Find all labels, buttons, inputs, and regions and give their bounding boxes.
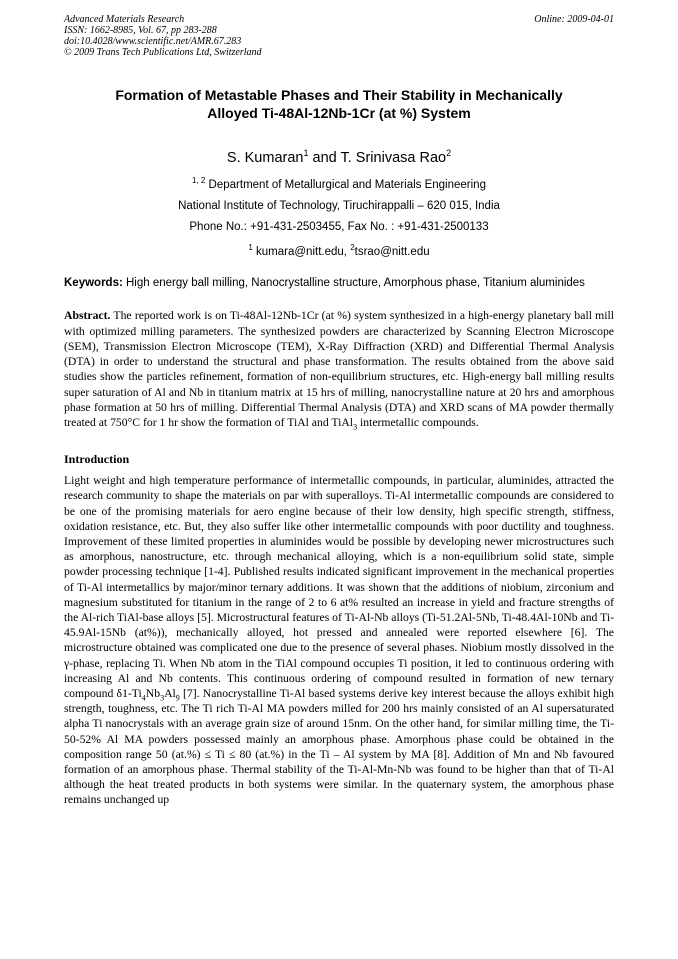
copyright-line: © 2009 Trans Tech Publications Ltd, Switzerland [64, 47, 262, 58]
keywords-text: High energy ball milling, Nanocrystalline structure, Amorphous phase, Titanium aluminides [122, 277, 585, 290]
intro-sub-1: 4 [141, 693, 146, 703]
introduction-paragraph [64, 473, 614, 807]
email-1[interactable]: kumara@nitt.edu, [252, 245, 351, 258]
paper-title [64, 86, 614, 122]
author-2: T. Srinivasa Rao [340, 149, 447, 166]
journal-header [64, 14, 614, 62]
title-line-1: Formation of Metastable Phases and Their Stability in Mechanically [115, 87, 563, 103]
affiliation-block [64, 174, 614, 259]
author-and: and [308, 149, 341, 166]
phone-line: Phone No.: +91-431-2503455, Fax No. : +91-431-2500133 [189, 220, 489, 233]
online-date: Online: 2009-04-01 [534, 14, 614, 25]
introduction-heading: Introduction [64, 452, 130, 467]
intro-sub-2: 3 [160, 693, 165, 703]
affiliation-sup: 1, 2 [192, 175, 206, 185]
abstract-text: The reported work is on Ti-48Al-12Nb-1Cr (at %) system synthesized in a high-energy planetary ball mill with optimized milling parameters. The synthesized powders are characterized by Scanning Electron Microscope (SEM), Transmission Electron Microscope (TEM), X-Ray Diffraction (XRD) and Differential Thermal Analysis (DTA) in order to understand the structural and phase transformation. The results obtained from the above said studies show the particles refinement, formation of non-equilibrium structures, etc. High-energy ball milling results super saturation of Al and Nb in titanium matrix at 15 hrs of milling, nanocrystalline nature at 20 hrs and amorphous phase formation at 50 hrs of milling. Differential Thermal Analysis (DTA) and XRD scans of MA powder thermally treated at 750°C for 1 hr show the formation of TiAl and TiAl [64, 309, 614, 429]
issn-line: ISSN: 1662-8985, Vol. 67, pp 283-288 [64, 25, 217, 36]
intro-part-1: Light weight and high temperature performance of intermetallic compounds, in particular, aluminides, attracted the research community to shape the materials on par with superalloys. Ti-Al intermetallic compounds are considered to be one of the promising materials for aero engine because of their low density, high specific strength, stiffness, oxidation resistance, etc. But, they also suffer like other intermetallic compounds with poor ductility and toughness. Improvement of these limited properties in aluminides would be possible by developing newer microstructures such as amorphous, nanostructure, etc. through mechanical alloying, which is a non-equilibrium solid state, simple powder processing technique [1-4]. Published results indicated significant improvement in the mechanical properties of Ti-Al intermetallics by major/minor ternary additions. It was shown that the additions of niobium, zirconium and magnesium substituted for titanium in the range of 2 to 6 at% resulted an increase in yield and fracture strengths of the Al-rich TiAl-base alloys [5]. Microstructural features of Ti-Al-Nb alloys (Ti-51.2Al-5Nb, Ti-48.4Al-10Nb and Ti-45.9Al-15Nb (at%)), mechanically alloyed, hot pressed and annealed were reported elsewhere [6]. The microstructure obtained was complicated one due to the presence of several phases. Niobium mostly dissolved in the γ-phase, replacing Ti. When Nb atom in the TiAl compound occupies Ti position, it led to continuous ordering with increasing Al and Nb contents. This continuous ordering of compound resulted in formation of new ternary compound δ1-Ti [64, 474, 614, 700]
email-sup-1: 1 [248, 242, 253, 252]
institute-line: National Institute of Technology, Tiruchirappalli – 620 015, India [178, 199, 500, 212]
abstract-subscript: 3 [353, 422, 358, 432]
intro-mid-2: Al [164, 686, 176, 700]
author-line [64, 144, 614, 167]
email-sup-2: 2 [350, 242, 355, 252]
author-2-sup: 2 [446, 148, 452, 158]
journal-name: Advanced Materials Research [64, 14, 185, 25]
keywords-paragraph [64, 276, 614, 290]
title-line-2: Alloyed Ti-48Al-12Nb-1Cr (at %) System [207, 105, 471, 121]
intro-mid-1: Nb [145, 686, 161, 700]
abstract-paragraph [64, 308, 614, 430]
email-line [64, 241, 614, 259]
doi-line[interactable]: doi:10.4028/www.scientific.net/AMR.67.283 [64, 36, 242, 47]
abstract-end: intermetallic compounds. [357, 415, 479, 429]
intro-sub-3: 9 [175, 693, 180, 703]
intro-part-2: [7]. Nanocrystalline Ti-Al based systems derive key interest because the alloys exhibit high strength, toughness, etc. The Ti rich Ti-Al MA powders milled for 200 hrs mainly consisted of an Al supersaturated alpha Ti nanocrystals with an average grain size of around 15nm. On the other hand, for similar milling time, the Ti-50-52% Al MA powders possessed mainly an amorphous phase. Amorphous phase could be obtained in the composition range 50 (at.%) ≤ Ti ≤ 80 (at.%) in the Ti – Al system by MA [8]. Addition of Mn and Nb favoured formation of an amorphous phase. Thermal stability of the Ti-Al-Mn-Nb was found to be higher than that of Ti-Al although the heat treated products in both systems were similar. In the quaternary system, the amorphous phase remains unchanged up [64, 686, 614, 807]
author-1: S. Kumaran [226, 149, 304, 166]
abstract-label: Abstract. [64, 309, 111, 323]
email-2[interactable]: tsrao@nitt.edu [354, 245, 430, 258]
department-text: Department of Metallurgical and Materials Engineering [205, 178, 486, 191]
author-1-sup: 1 [303, 148, 309, 158]
keywords-label: Keywords: [64, 277, 123, 290]
department-line [64, 174, 614, 192]
